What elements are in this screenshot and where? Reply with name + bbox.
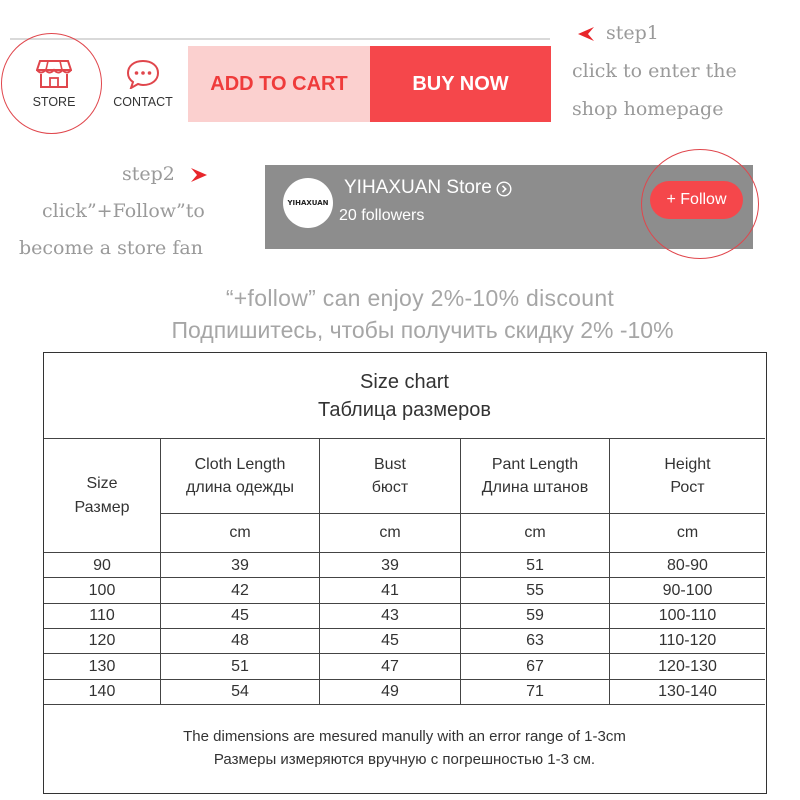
cell-cloth-length: 48 [231,632,249,650]
cell-height: 80-90 [667,556,708,574]
size-chart-note [44,705,765,792]
header-bust-en: Bust [373,455,406,473]
store-name[interactable]: YIHAXUAN Store [344,177,492,198]
unit-bust: cm [379,524,401,542]
header-pant-length [461,439,609,513]
cell-height: 90-100 [662,581,713,599]
cell-pant-length: 63 [526,632,544,650]
cell-pant-length: 67 [526,657,544,675]
cell-bust: 49 [381,683,399,701]
followers-count: 20 followers [339,207,425,224]
cell-height: 120-130 [658,657,717,675]
header-height-ru: Рост [670,479,705,496]
cell-height: 110-120 [658,632,717,650]
unit-pant-length: cm [524,524,546,542]
header-size-ru: Размер [74,498,130,516]
cell-size: 120 [88,632,116,650]
cell-height: 100-110 [658,607,717,625]
cell-bust: 43 [381,607,399,625]
step2-title: step2 [122,163,175,185]
arrow-left-icon [577,26,595,42]
step2-text-line2: become a store fan [19,237,203,259]
buy-now-button[interactable]: BUY NOW [370,46,551,122]
cell-cloth-length: 45 [231,607,249,625]
size-chart-note-en: The dimensions are mesured manully with an error range of 1-3cm [183,728,626,745]
cell-size: 100 [88,581,116,599]
cell-bust: 39 [381,556,399,574]
header-size [44,439,160,552]
step1-text-line2: shop homepage [572,98,724,120]
step1-title: step1 [606,22,659,44]
unit-height: cm [676,524,699,542]
header-cloth-length [161,439,319,513]
contact-label: CONTACT [113,95,173,109]
header-bust [320,439,460,513]
size-chart-title [44,353,765,438]
store-logo: YIHAXUAN [283,178,333,228]
unit-cloth-length: cm [229,524,251,542]
cell-bust: 41 [381,581,399,599]
size-chart-table [43,352,767,794]
cell-pant-length: 55 [526,581,544,599]
header-height-en: Height [664,455,711,473]
header-bust-ru: бюст [371,479,409,496]
follow-highlight-circle [641,149,759,259]
cell-pant-length: 71 [526,683,544,701]
size-chart-title-en: Size chart [360,370,449,393]
cell-pant-length: 51 [526,556,544,574]
cell-bust: 47 [381,657,399,675]
cell-size: 140 [88,683,116,701]
cell-size: 90 [93,556,111,574]
follow-button[interactable]: + Follow [650,181,743,219]
cell-pant-length: 59 [526,607,544,625]
chevron-right-icon [496,181,512,197]
header-height [610,439,765,513]
add-to-cart-button[interactable]: ADD TO CART [188,46,370,122]
header-pant-length-en: Pant Length [491,455,579,473]
cell-height: 130-140 [658,683,717,701]
cell-size: 110 [89,607,115,625]
discount-text-ru: Подпишитесь, чтобы получить скидку 2% -10% [171,317,674,343]
store-highlight-circle [1,33,102,134]
size-chart-note-ru: Размеры измеряются вручную с погрешностью 1-3 см. [213,750,596,768]
step2-text-line1: click”+Follow”to [42,200,205,222]
cell-cloth-length: 54 [231,683,249,701]
header-pant-length-ru: Длина штанов [481,479,589,496]
cell-cloth-length: 42 [231,581,249,599]
size-chart-title-ru: Таблица размеров [318,398,491,421]
header-cloth-length-ru: длина одежды [186,479,294,496]
cell-cloth-length: 39 [231,556,249,574]
store-label: STORE [32,95,76,109]
header-cloth-length-en: Cloth Length [194,455,286,473]
arrow-right-icon [190,167,208,183]
contact-icon [125,59,161,89]
discount-text-en: “+follow” can enjoy 2%-10% discount [225,285,615,311]
cell-cloth-length: 51 [231,657,249,675]
cell-bust: 45 [381,632,399,650]
header-size-en: Size [86,475,118,493]
contact-button[interactable] [98,46,188,122]
top-divider [10,38,550,40]
step1-text-line1: click to enter the [572,60,737,82]
cell-size: 130 [88,657,116,675]
